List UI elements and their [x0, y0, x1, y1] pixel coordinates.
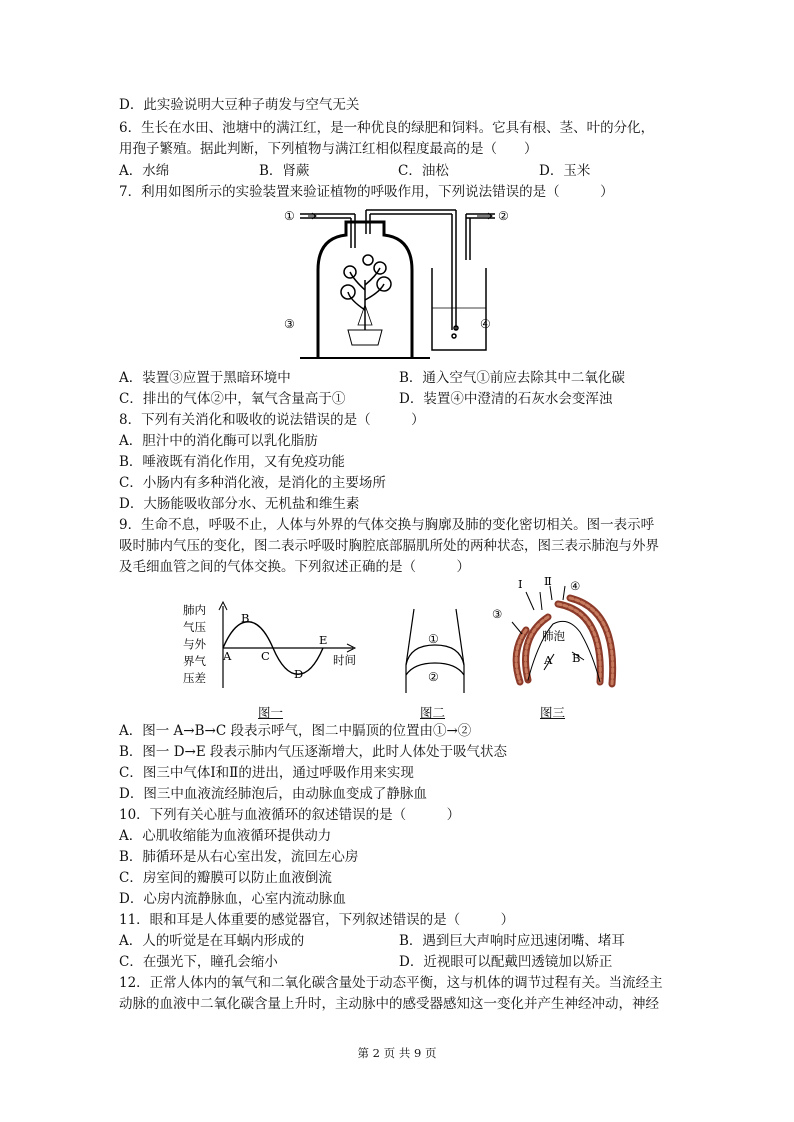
ylabel-2: 气压 [183, 620, 206, 634]
q6-option-d: D．玉米 [539, 163, 591, 179]
q6-stem-2: 用孢子繁殖。据此判断，下列植物与满江红相似程度最高的是（ ） [119, 141, 538, 157]
q7-option-d: D．装置④中澄清的石灰水会变浑浊 [399, 391, 613, 407]
q9-option-a: A．图一 A→B→C 段表示呼气，图二中膈顶的位置由①→② [119, 723, 472, 739]
label-vessel-4: ④ [570, 579, 581, 593]
q7-option-a: A．装置③应置于黑暗环境中 [119, 370, 291, 386]
q11-option-d: D．近视眼可以配戴凹透镜加以矫正 [399, 954, 613, 970]
q10-option-d: D．心房内流静脉血，心室内流动脉血 [119, 891, 346, 907]
q10-option-a: A．心肌收缩能为血液循环提供动力 [119, 828, 332, 844]
q9-stem-1: 9．生命不息，呼吸不止，人体与外界的气体交换与胸廓及肺的变化密切相关。图一表示呼 [119, 517, 655, 533]
q7-apparatus-figure [280, 200, 520, 360]
label-vessel-3: ③ [492, 607, 503, 621]
q10-stem: 10．下列有关心脏与血液循环的叙述错误的是（ ） [119, 807, 461, 823]
label-alveolus: 肺泡 [542, 629, 565, 643]
q9-option-b: B．图一 D→E 段表示肺内气压逐渐增大，此时人体处于吸气状态 [119, 744, 507, 760]
label-outlet: ② [498, 209, 509, 223]
q8-option-b: B．唾液既有消化作用，又有免疫功能 [119, 454, 345, 470]
q11-stem: 11．眼和耳是人体重要的感觉器官，下列叙述错误的是（ ） [119, 912, 515, 928]
q9-option-d: D．图三中血液流经肺泡后，由动脉血变成了静脉血 [119, 786, 427, 802]
label-a: A [544, 653, 553, 667]
q6-stem-1: 6．生长在水田、池塘中的满江红，是一种优良的绿肥和饲料。它具有根、茎、叶的分化， [119, 120, 655, 136]
q12-stem-2: 动脉的血液中二氧化碳含量上升时，主动脉中的感受器感知这一变化并产生神经冲动，神经 [119, 996, 659, 1012]
q9-figure-3-alveolus [488, 572, 623, 702]
caption-figure-2: 图二 [420, 705, 446, 720]
label-diaphragm-2: ② [428, 670, 439, 684]
q8-option-a: A．胆汁中的消化酶可以乳化脂肪 [119, 433, 318, 449]
xlabel: 时间 [333, 653, 356, 667]
q9-stem-2: 吸时肺内气压的变化，图二表示呼吸时胸腔底部膈肌所处的两种状态，图三表示肺泡与外界 [119, 538, 659, 554]
q8-stem: 8．下列有关消化和吸收的说法错误的是（ ） [119, 412, 425, 428]
q12-stem-1: 12．正常人体内的氧气和二氧化碳含量处于动态平衡，这与机体的调节过程有关。当流经主 [119, 975, 663, 991]
q11-option-c: C．在强光下，瞳孔会缩小 [119, 954, 278, 970]
q6-option-a: A．水绵 [119, 163, 170, 179]
q5-option-d: D．此实验说明大豆种子萌发与空气无关 [119, 97, 360, 113]
label-bell-jar: ③ [284, 317, 295, 331]
ylabel-1: 肺内 [183, 603, 206, 617]
ylabel-3: 与外 [183, 637, 206, 651]
label-diaphragm-1: ① [428, 632, 439, 646]
label-limewater: ④ [480, 317, 491, 331]
caption-figure-3: 图三 [540, 705, 566, 720]
q10-option-b: B．肺循环是从右心室出发，流回左心房 [119, 849, 359, 865]
label-gas-1: Ⅰ [518, 577, 523, 591]
q11-option-b: B．遇到巨大声响时应迅速闭嘴、堵耳 [399, 933, 625, 949]
label-inlet: ① [284, 209, 295, 223]
point-b: B [241, 611, 250, 625]
ylabel-5: 压差 [183, 671, 206, 685]
q6-option-b: B．肾蕨 [259, 163, 310, 179]
q7-stem: 7．利用如图所示的实验装置来验证植物的呼吸作用，下列说法错误的是（ ） [119, 184, 614, 200]
q7-option-c: C．排出的气体②中，氧气含量高于① [119, 391, 346, 407]
label-b: B [572, 651, 581, 665]
q9-figure-1-graph [183, 598, 368, 698]
q8-option-d: D．大肠能吸收部分水、无机盐和维生素 [119, 496, 360, 512]
page-footer: 第 2 页 共 9 页 [357, 1046, 437, 1060]
q9-stem-3: 及毛细血管之间的气体交换。下列叙述正确的是（ ） [119, 559, 470, 575]
q8-option-c: C．小肠内有多种消化液，是消化的主要场所 [119, 475, 386, 491]
point-a: A [223, 649, 232, 663]
label-gas-2: Ⅱ [544, 574, 552, 588]
caption-figure-1: 图一 [258, 705, 284, 720]
q7-option-b: B．通入空气①前应去除其中二氧化碳 [399, 370, 625, 386]
point-d: D [294, 667, 304, 681]
q9-option-c: C．图三中气体Ⅰ和Ⅱ的进出，通过呼吸作用来实现 [119, 765, 414, 781]
q11-option-a: A．人的听觉是在耳蜗内形成的 [119, 933, 305, 949]
point-c: C [261, 649, 270, 663]
q6-option-c: C．油松 [398, 163, 449, 179]
ylabel-4: 界气 [183, 654, 206, 668]
q10-option-c: C．房室间的瓣膜可以防止血液倒流 [119, 870, 332, 886]
point-e: E [319, 633, 328, 647]
q9-figure-2-diaphragm [400, 605, 470, 697]
